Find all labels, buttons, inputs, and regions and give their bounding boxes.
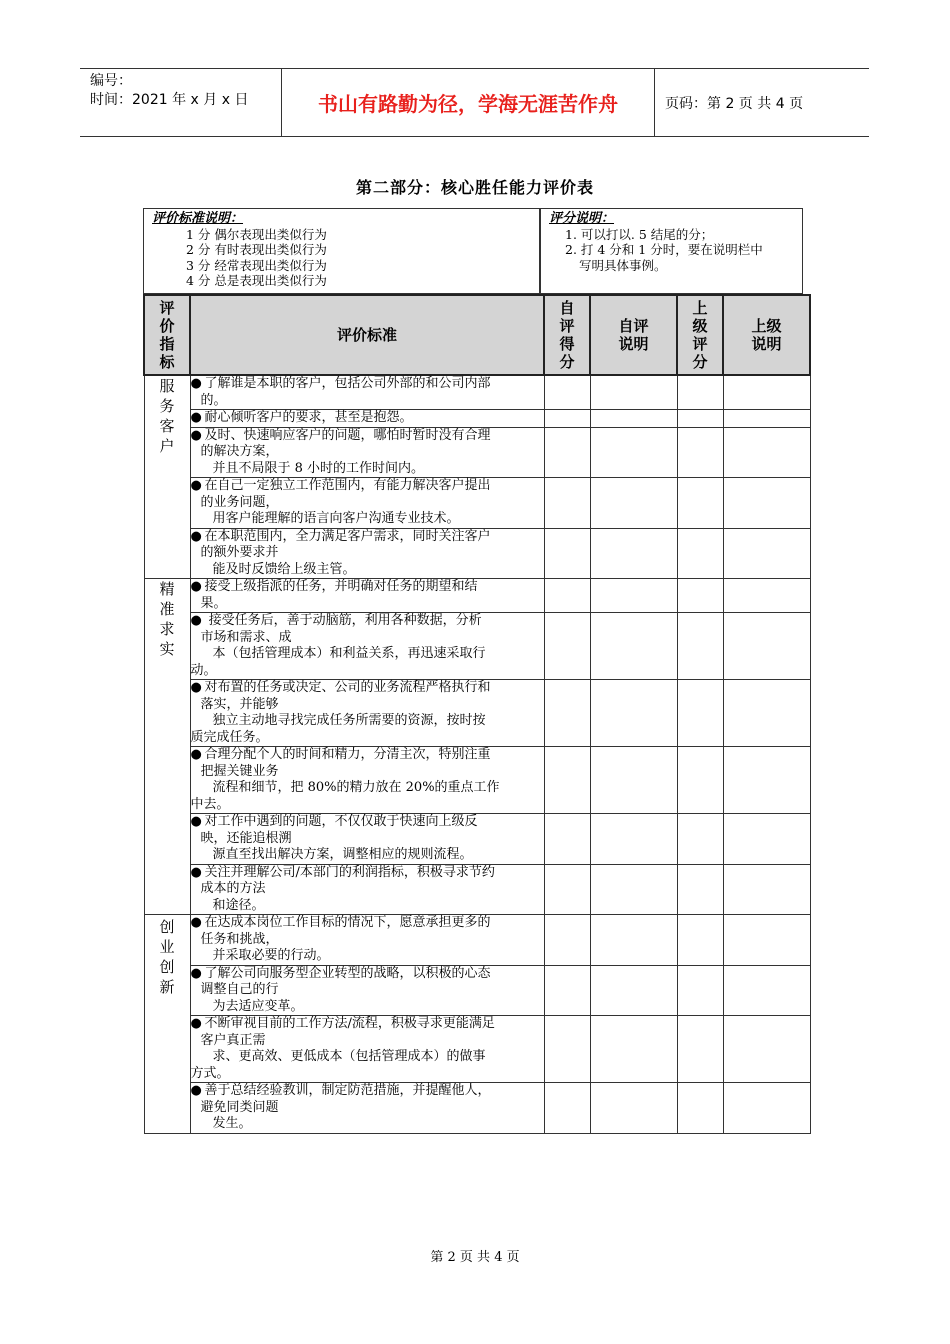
- self-score-cell[interactable]: [544, 864, 590, 915]
- sup-score-cell[interactable]: [677, 579, 723, 613]
- self-score-cell[interactable]: [544, 427, 590, 478]
- self-note-cell[interactable]: [590, 747, 677, 814]
- criteria-cell: [190, 814, 544, 865]
- sup-note-cell[interactable]: [723, 1016, 810, 1083]
- standard-explanation: [144, 209, 541, 293]
- sup-score-cell[interactable]: [677, 915, 723, 966]
- self-note-cell[interactable]: [590, 814, 677, 865]
- criteria-text: 的业务问题，: [200, 494, 279, 510]
- criteria-text: ● 耐心倾听客户的要求，甚至是抱怨。: [190, 410, 413, 425]
- header-text: 上级 说明: [751, 317, 782, 353]
- sup-score-cell[interactable]: [677, 410, 723, 428]
- sup-score-cell[interactable]: [677, 680, 723, 747]
- sup-score-cell[interactable]: [677, 478, 723, 529]
- self-note-cell[interactable]: [590, 410, 677, 428]
- self-score-cell[interactable]: [544, 814, 590, 865]
- criteria-text: 流程和细节，把 80%的精力放在 20%的重点工作: [212, 780, 500, 795]
- criteria-text: 落实，并能够: [200, 696, 279, 712]
- criteria-text: 映，还能追根溯: [200, 830, 292, 846]
- header-meta: [80, 69, 282, 136]
- header-indicator: [144, 295, 190, 375]
- bullet-icon: ●: [190, 579, 202, 594]
- bullet-icon: ●: [190, 376, 202, 391]
- criteria-text: 的额外要求并: [200, 545, 279, 560]
- indicator-name: 精 准 求 实: [159, 580, 175, 658]
- criteria-text: 求、更高效、更低成本（包括管理成本）的做事: [212, 1049, 486, 1064]
- criteria-text: 调整自己的行: [200, 982, 279, 997]
- criteria-cell: [190, 864, 544, 915]
- table-row: [144, 864, 810, 915]
- criteria-text: ● 了解谁是本职的客户，包括公司外部的和公司内部: [190, 376, 491, 391]
- criteria-text: ● 在本职范围内，全力满足客户需求，同时关注客户: [190, 528, 491, 544]
- criteria-text: 源直至找出解决方案，调整相应的规则流程。: [212, 847, 473, 862]
- table-row: [144, 375, 810, 410]
- table-row: [144, 965, 810, 1016]
- sup-score-cell[interactable]: [677, 528, 723, 579]
- criteria-text: 发生。: [212, 1116, 252, 1131]
- sup-note-cell[interactable]: [723, 965, 810, 1016]
- self-score-cell[interactable]: [544, 410, 590, 428]
- sup-score-cell[interactable]: [677, 1016, 723, 1083]
- sup-note-cell[interactable]: [723, 528, 810, 579]
- criteria-text: 中去。: [190, 796, 230, 812]
- criteria-text: 的。: [200, 392, 227, 408]
- evaluation-table: [143, 294, 811, 1134]
- criteria-text: 客户真正需: [200, 1032, 266, 1048]
- criteria-text: ● 不断审视目前的工作方法/流程，积极寻求更能满足: [190, 1016, 495, 1031]
- header-text: 上 级 评 分: [692, 299, 708, 371]
- sup-note-cell[interactable]: [723, 478, 810, 529]
- self-score-cell[interactable]: [544, 915, 590, 966]
- criteria-cell: [190, 747, 544, 814]
- score-line: 2. 打 4 分和 1 分时，要在说明栏中: [565, 242, 763, 257]
- table-row: [144, 478, 810, 529]
- bullet-icon: ●: [190, 747, 202, 762]
- criteria-cell: [190, 915, 544, 966]
- criteria-text: 避免同类问题: [200, 1099, 279, 1115]
- self-score-cell[interactable]: [544, 747, 590, 814]
- criteria-text: 把握关键业务: [200, 763, 279, 779]
- sup-score-cell[interactable]: [677, 375, 723, 410]
- header-sup-score: [677, 295, 723, 375]
- sup-note-cell[interactable]: [723, 579, 810, 613]
- criteria-text: ● 善于总结经验教训，制定防范措施，并提醒他人，: [190, 1083, 491, 1098]
- criteria-text: ● 合理分配个人的时间和精力，分清主次，特别注重: [190, 747, 491, 762]
- criteria-cell: [190, 375, 544, 410]
- standard-line: 1 分 偶尔表现出类似行为: [186, 226, 327, 242]
- standard-line: 4 分 总是表现出类似行为: [186, 273, 327, 288]
- criteria-text: 任务和挑战，: [200, 931, 279, 947]
- header-page-info: 页码：第 2 页 共 4 页: [665, 95, 804, 112]
- criteria-text: 动。: [190, 662, 217, 678]
- table-row: [144, 427, 810, 478]
- score-line: 写明具体事例。: [579, 257, 667, 273]
- header-self-score: [544, 295, 590, 375]
- self-note-cell[interactable]: [590, 427, 677, 478]
- indicator-cell: [144, 579, 190, 915]
- criteria-text: 能及时反馈给上级主管。: [212, 561, 356, 577]
- bullet-icon: ●: [190, 528, 202, 544]
- criteria-text: ● 及时、快速响应客户的问题，哪怕时暂时没有合理: [190, 427, 491, 443]
- sup-score-cell[interactable]: [677, 427, 723, 478]
- self-note-cell[interactable]: [590, 680, 677, 747]
- table-row: [144, 680, 810, 747]
- table-row: [144, 1083, 810, 1134]
- criteria-cell: [190, 528, 544, 579]
- sup-score-cell[interactable]: [677, 747, 723, 814]
- sup-note-cell[interactable]: [723, 1083, 810, 1134]
- sup-note-cell[interactable]: [723, 410, 810, 428]
- header-self-note: [590, 295, 677, 375]
- number-label: 编号：: [90, 73, 132, 89]
- table-header-row: [144, 295, 810, 375]
- document-title: 第二部分：核心胜任能力评价表: [355, 178, 594, 197]
- self-note-cell[interactable]: [590, 375, 677, 410]
- header-text: 自评 说明: [618, 317, 649, 353]
- self-score-cell[interactable]: [544, 965, 590, 1016]
- criteria-text: ● 在达成本岗位工作目标的情况下，愿意承担更多的: [190, 915, 491, 930]
- criteria-cell: [190, 1016, 544, 1083]
- header-motto: 书山有路勤为径，学海无涯苦作舟: [282, 69, 655, 136]
- bullet-icon: ●: [190, 1083, 202, 1098]
- indicator-cell: [144, 375, 190, 579]
- bullet-icon: ●: [190, 427, 202, 443]
- criteria-cell: [190, 965, 544, 1016]
- criteria-text: 果。: [200, 595, 227, 611]
- self-score-cell[interactable]: [544, 528, 590, 579]
- criteria-text: 质完成任务。: [190, 729, 269, 745]
- criteria-cell: [190, 410, 544, 428]
- criteria-text: 方式。: [190, 1065, 230, 1081]
- header-sup-note: [723, 295, 810, 375]
- time-label: 时间：2021 年 x 月 x 日: [90, 92, 249, 108]
- self-note-cell[interactable]: [590, 915, 677, 966]
- table-row: [144, 579, 810, 613]
- criteria-text: 市场和需求、成: [200, 629, 292, 645]
- header-text: 评 价 指 标: [159, 299, 175, 371]
- bullet-icon: ●: [190, 965, 202, 981]
- table-row: [144, 747, 810, 814]
- sup-note-cell[interactable]: [723, 864, 810, 915]
- sup-note-cell[interactable]: [723, 747, 810, 814]
- bullet-icon: ●: [190, 1016, 202, 1031]
- self-note-cell[interactable]: [590, 1016, 677, 1083]
- score-heading: 评分说明：: [549, 211, 615, 226]
- self-note-cell[interactable]: [590, 478, 677, 529]
- criteria-text: ● 对布置的任务或决定、公司的业务流程严格执行和: [190, 680, 491, 695]
- self-score-cell[interactable]: [544, 579, 590, 613]
- self-score-cell[interactable]: [544, 375, 590, 410]
- criteria-text: 和途径。: [212, 897, 265, 913]
- self-note-cell[interactable]: [590, 864, 677, 915]
- score-explanation: [541, 209, 802, 293]
- standard-heading: 评价标准说明：: [152, 211, 244, 226]
- criteria-cell: [190, 680, 544, 747]
- table-row: [144, 528, 810, 579]
- sup-score-cell[interactable]: [677, 864, 723, 915]
- sup-note-cell[interactable]: [723, 680, 810, 747]
- self-note-cell[interactable]: [590, 613, 677, 680]
- criteria-text: ● 关注并理解公司/本部门的利润指标，积极寻求节约: [190, 864, 495, 880]
- indicator-name: 创 业 创 新: [159, 918, 175, 996]
- sup-note-cell[interactable]: [723, 814, 810, 865]
- header-criteria: 评价标准: [190, 295, 544, 375]
- header-text: 自 评 得 分: [559, 299, 575, 371]
- sup-note-cell[interactable]: [723, 375, 810, 410]
- bullet-icon: ●: [190, 915, 202, 930]
- table-body: [144, 375, 810, 1133]
- self-note-cell[interactable]: [590, 579, 677, 613]
- sup-note-cell[interactable]: [723, 915, 810, 966]
- indicator-name: 服 务 客 户: [159, 377, 175, 455]
- bullet-icon: ●: [190, 410, 202, 425]
- criteria-cell: [190, 427, 544, 478]
- table-row: [144, 915, 810, 966]
- criteria-cell: [190, 579, 544, 613]
- table-row: [144, 410, 810, 428]
- table-row: [144, 814, 810, 865]
- criteria-cell: [190, 1083, 544, 1134]
- indicator-cell: [144, 915, 190, 1134]
- standard-line: 2 分 有时表现出类似行为: [186, 242, 327, 257]
- criteria-text: ● 接受上级指派的任务，并明确对任务的期望和结: [190, 579, 478, 594]
- self-score-cell[interactable]: [544, 1083, 590, 1134]
- criteria-text: 成本的方法: [200, 881, 266, 896]
- self-score-cell[interactable]: [544, 613, 590, 680]
- bullet-icon: ●: [190, 680, 202, 695]
- criteria-text: 并且不局限于 8 小时的工作时间内。: [212, 460, 425, 476]
- explanation-box: [143, 208, 803, 294]
- standard-line: 3 分 经常表现出类似行为: [186, 257, 327, 273]
- self-score-cell[interactable]: [544, 478, 590, 529]
- sup-score-cell[interactable]: [677, 613, 723, 680]
- criteria-text: ● 了解公司向服务型企业转型的战略，以积极的心态: [190, 965, 491, 981]
- sup-score-cell[interactable]: [677, 1083, 723, 1134]
- criteria-text: 独立主动地寻找完成任务所需要的资源，按时按: [212, 713, 486, 728]
- bullet-icon: ●: [190, 613, 202, 628]
- sup-score-cell[interactable]: [677, 814, 723, 865]
- page-footer: 第 2 页 共 4 页: [430, 1250, 520, 1265]
- criteria-text: 的解决方案，: [200, 444, 279, 459]
- sup-score-cell[interactable]: [677, 965, 723, 1016]
- criteria-text: ● 在自己一定独立工作范围内，有能力解决客户提出: [190, 478, 491, 493]
- criteria-text: 本（包括管理成本）和利益关系，再迅速采取行: [212, 646, 486, 661]
- criteria-text: ● 接受任务后，善于动脑筋，利用各种数据，分析: [190, 613, 482, 628]
- page-header: [80, 68, 869, 137]
- bullet-icon: ●: [190, 478, 202, 493]
- self-note-cell[interactable]: [590, 965, 677, 1016]
- criteria-cell: [190, 478, 544, 529]
- self-note-cell[interactable]: [590, 1083, 677, 1134]
- bullet-icon: ●: [190, 864, 202, 880]
- criteria-text: 用客户能理解的语言向客户沟通专业技术。: [212, 511, 460, 526]
- table-row: [144, 613, 810, 680]
- sup-note-cell[interactable]: [723, 613, 810, 680]
- criteria-text: 并采取必要的行动。: [212, 948, 330, 963]
- criteria-text: 为去适应变革。: [212, 998, 304, 1014]
- criteria-text: ● 对工作中遇到的问题，不仅仅敢于快速向上级反: [190, 814, 478, 829]
- self-score-cell[interactable]: [544, 1016, 590, 1083]
- criteria-cell: [190, 613, 544, 680]
- table-row: [144, 1016, 810, 1083]
- score-line: 1. 可以打以. 5 结尾的分；: [565, 226, 714, 242]
- bullet-icon: ●: [190, 814, 202, 829]
- self-score-cell[interactable]: [544, 680, 590, 747]
- sup-note-cell[interactable]: [723, 427, 810, 478]
- self-note-cell[interactable]: [590, 528, 677, 579]
